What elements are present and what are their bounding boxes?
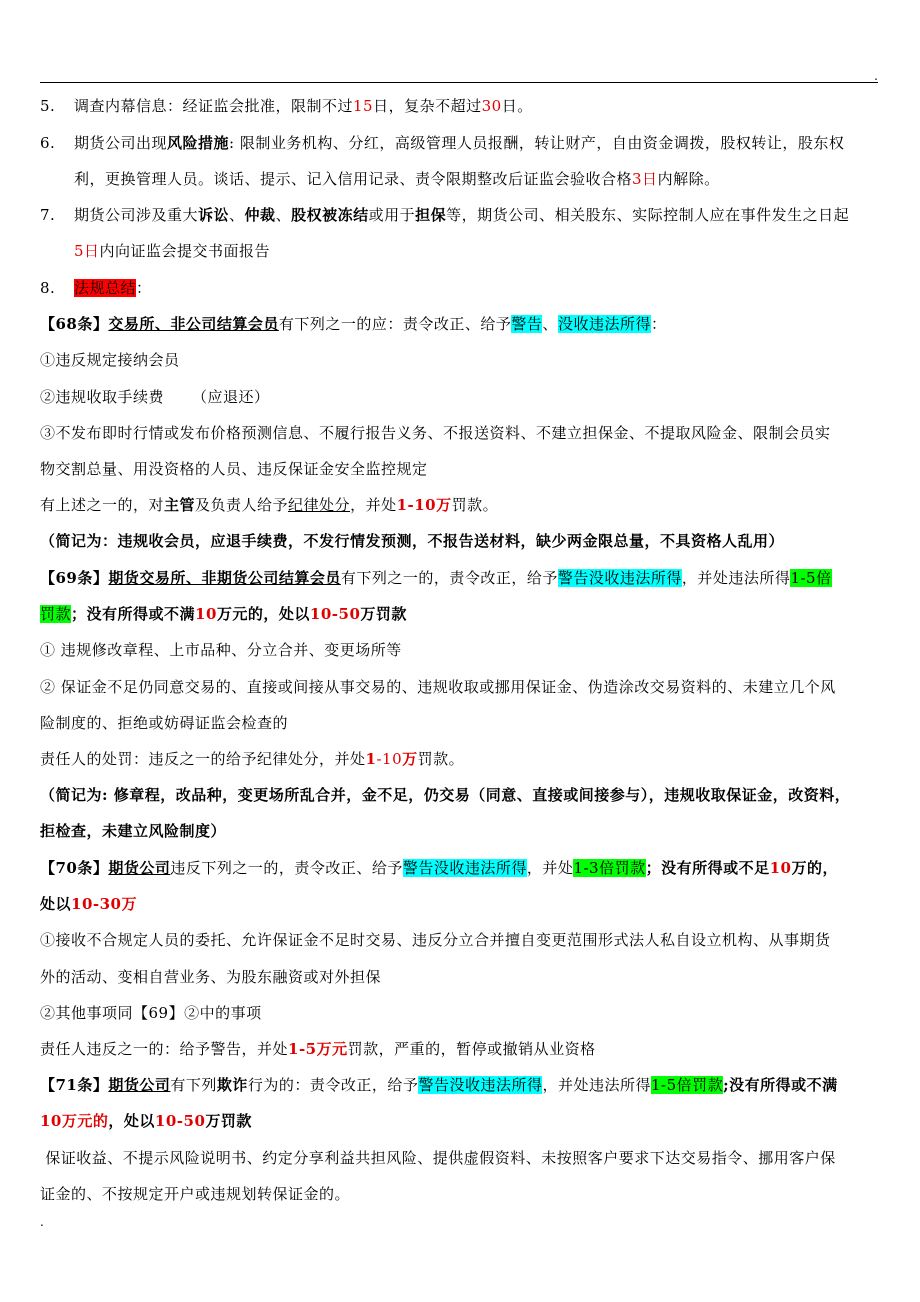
highlight: 1-5倍罚款 [650,1076,724,1094]
text: 内向证监会提交书面报告 [99,242,271,260]
text: 责任人的处罚：违反之一的给予纪律处分，并处 [40,750,366,768]
text: 及负责人给予 [195,496,289,514]
value: 万 [402,750,418,768]
text: 等，期货公司、相关股东、实际控制人应在事件发生之日起 [446,206,850,224]
text: 、 [229,206,245,224]
text: 有下列 [170,1076,217,1094]
article-number: 【71条】 [40,1076,109,1094]
item-8 [40,277,152,299]
item-5 [40,95,533,117]
article-number: 【69条】 [40,569,109,587]
article-69-heading-line-2 [40,603,407,625]
text: 万罚款 [205,1112,252,1130]
text: 万罚款 [360,605,407,623]
value: 15 [353,97,374,115]
value: 1 [365,750,377,768]
text: 、 [275,206,292,224]
emphasis: 担保 [415,206,447,224]
highlight: 警告没收违法所得 [557,569,682,587]
subject: 交易所、非公司结算会员 [108,315,279,333]
highlight: 1-3倍罚款 [573,859,646,877]
value: 30 [481,97,502,115]
item-number: 8. [40,279,56,297]
article-69-responsibility [40,748,464,770]
item-7-line-1 [40,204,849,226]
article-68-point-1: ①违反规定接纳会员 [40,351,180,369]
article-71-point-line-2: 证金的、不按规定开户或违规划转保证金的。 [40,1185,351,1203]
article-68-heading [40,313,666,335]
item-7-line-2 [74,240,270,262]
article-69-heading-line-1 [40,567,832,589]
text: 罚款。 [451,496,499,514]
emphasis: 主管 [164,496,196,514]
text: 期货公司涉及重大 [74,206,199,224]
value: 1-5 [288,1040,317,1058]
article-69-point-1: ① 违规修改章程、上市品种、分立合并、变更场所等 [40,641,402,659]
emphasis: 仲裁 [244,206,276,224]
subject: 期货公司 [108,1076,171,1094]
text: 日。 [501,97,533,115]
text: 处以 [40,895,72,913]
value: 万 [121,895,138,913]
article-71-heading-line-1 [40,1074,838,1096]
value: 3日 [632,170,658,188]
text: 有下列之一的应：责令改正、给予 [278,315,512,333]
value: -10 [376,750,403,768]
item-number: 5. [40,97,56,115]
text: 调查内幕信息：经证监会批准，限制不过 [74,97,354,115]
article-70-point-1-line-1: ①接收不合规定人员的委托、允许保证金不足时交易、违反分立合并擅自变更范围形式法人私自设立机构、从事期货 [40,931,831,949]
article-70-heading-line-2 [40,893,137,915]
text: ;没有所得或不满 [723,1076,838,1094]
text: ，并处 [350,496,397,514]
article-70-heading-line-1 [40,857,838,879]
highlight: 没收违法所得 [557,315,651,333]
article-70-point-2: ②其他事项同【69】②中的事项 [40,1004,262,1022]
highlight-title: 法规总结 [74,279,137,297]
value: 10-50 [309,605,361,623]
article-70-point-1-line-2: 外的活动、变相自营业务、为股东融资或对外担保 [40,968,382,986]
text: 期货公司出现 [74,134,168,152]
text: ②违规收取手续费 [40,388,165,406]
text: 行为的：责令改正，给予 [247,1076,419,1094]
text: 违反下列之一的，责令改正、给予 [170,859,403,877]
header-rule [40,82,878,83]
value: 10 [40,1112,62,1130]
text: 有下列之一的，责令改正，给予 [340,569,558,587]
item-6-line-2 [74,168,720,190]
text: 罚款，严重的，暂停或撤销从业资格 [347,1040,596,1058]
emphasis: 风险措施 [167,134,230,152]
value: 万元 [316,1040,348,1058]
value: 万元的 [61,1112,109,1130]
text: 日，复杂不超过 [373,97,482,115]
value: 5日 [74,242,100,260]
article-68-memo: （简记为：违规收会员，应退手续费，不发行情发预测，不报告送材料，缺少两金限总量，不具资格人乱用） [40,532,785,550]
article-68-responsibility [40,494,498,516]
text: ，并处违法所得 [542,1076,651,1094]
text: 罚款。 [417,750,465,768]
value: 10 [769,859,792,877]
item-number: 6. [40,134,56,152]
article-number: 【70条】 [40,859,109,877]
text: 责任人违反之一的：给予警告，并处 [40,1040,289,1058]
value: 1-10 [396,496,437,514]
text: : 限制业务机构、分红，高级管理人员报酬，转让财产，自由资金调拨，股权转让，股东权 [229,134,845,152]
text: ；没有所得或不足 [645,859,770,877]
item-number: 7. [40,206,56,224]
value: 10-50 [154,1112,206,1130]
text: 、 [542,315,558,333]
highlight: 1-5倍 [790,569,832,587]
emphasis: 股权被冻结 [291,206,369,224]
article-69-point-2-line-2: 险制度的、拒绝或妨碍证监会检查的 [40,714,289,732]
highlight: 罚款 [40,605,72,623]
article-71-point-line-1: 保证收益、不提示风险说明书、约定分享利益共担风险、提供虚假资料、未按照客户要求下达交易指令、挪用客户保 [40,1149,836,1167]
highlight: 警告 [511,315,543,333]
highlight: 警告没收违法所得 [418,1076,543,1094]
subject: 期货公司 [108,859,171,877]
text: 利，更换管理人员。谈话、提示、记入信用记录、责令限期整改后证监会验收合格 [74,170,633,188]
article-68-point-2 [40,386,270,408]
value: 万 [436,496,452,514]
text: 万元的，处以 [216,605,310,623]
emphasis: 欺诈 [216,1076,248,1094]
text: ；没有所得或不满 [71,605,196,623]
text: ，处以 [108,1112,155,1130]
note: （应退还） [192,388,270,406]
article-number: 【68条】 [40,315,109,333]
text: ： [650,315,667,333]
article-71-heading-line-2 [40,1110,252,1132]
item-6-line-1 [40,132,844,154]
article-68-point-3-line-1: ③不发布即时行情或发布价格预测信息、不履行报告义务、不报送资料、不建立担保金、不提取风险金、限制会员实 [40,424,831,442]
text: 或用于 [368,206,416,224]
text: （简记为 [40,786,103,804]
article-69-memo-line-1 [40,784,850,806]
footer-mark: . [40,1215,44,1229]
text: ，并处违法所得 [681,569,791,587]
text: ： [136,279,152,297]
highlight: 警告没收违法所得 [402,859,527,877]
article-68-point-3-line-2: 物交割总量、用没资格的人员、违反保证金安全监控规定 [40,460,428,478]
text: ，并处 [526,859,574,877]
text: 有上述之一的，对 [40,496,165,514]
article-70-responsibility [40,1038,596,1060]
emphasis: 诉讼 [198,206,230,224]
value: 10 [195,605,217,623]
underlined: 纪律处分 [288,496,351,514]
text: 内解除。 [657,170,720,188]
header-mark: . [874,69,878,83]
value: 10-30 [71,895,122,913]
article-69-memo-line-2: 拒检查，未建立风险制度） [40,822,227,840]
text: : 修章程，改品种，变更场所乱合并，金不足，仍交易（同意、直接或间接参与），违规收取保证金，改资料， [102,786,851,804]
subject: 期货交易所、非期货公司结算会员 [108,569,341,587]
article-69-point-2-line-1: ② 保证金不足仍同意交易的、直接或间接从事交易的、违规收取或挪用保证金、伪造涂改交易资料的、未建立几个风 [40,678,836,696]
text: 万的， [791,859,838,877]
